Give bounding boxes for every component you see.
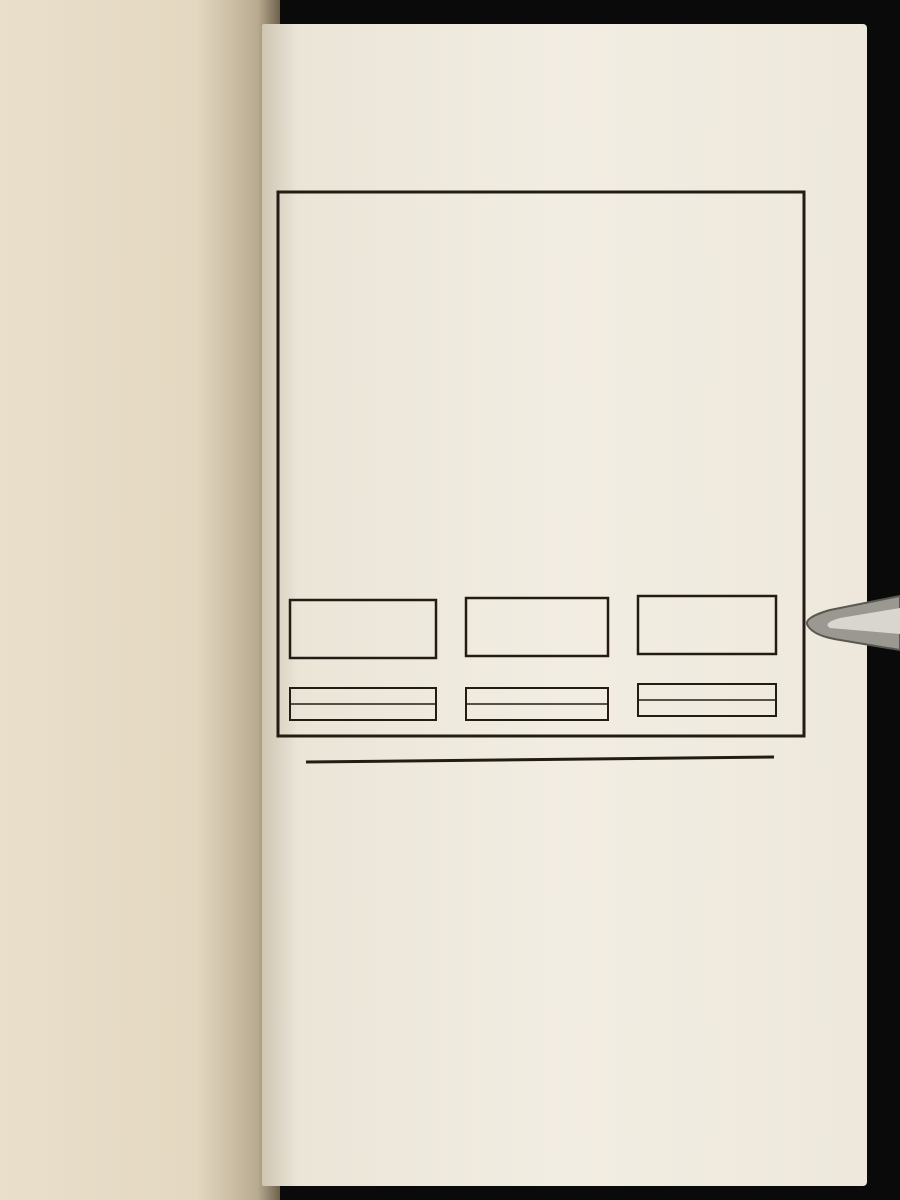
camp-plan-figure	[262, 24, 867, 784]
park-box-right	[638, 596, 776, 654]
park-box-left	[290, 600, 436, 658]
left-page-text	[0, 0, 280, 70]
page-pointer-tool	[800, 588, 900, 658]
right-page	[262, 24, 867, 1186]
left-page	[0, 0, 280, 1200]
body-paragraph	[300, 912, 810, 914]
plan-bottom-rule	[306, 757, 774, 762]
park-box-middle	[466, 598, 608, 656]
